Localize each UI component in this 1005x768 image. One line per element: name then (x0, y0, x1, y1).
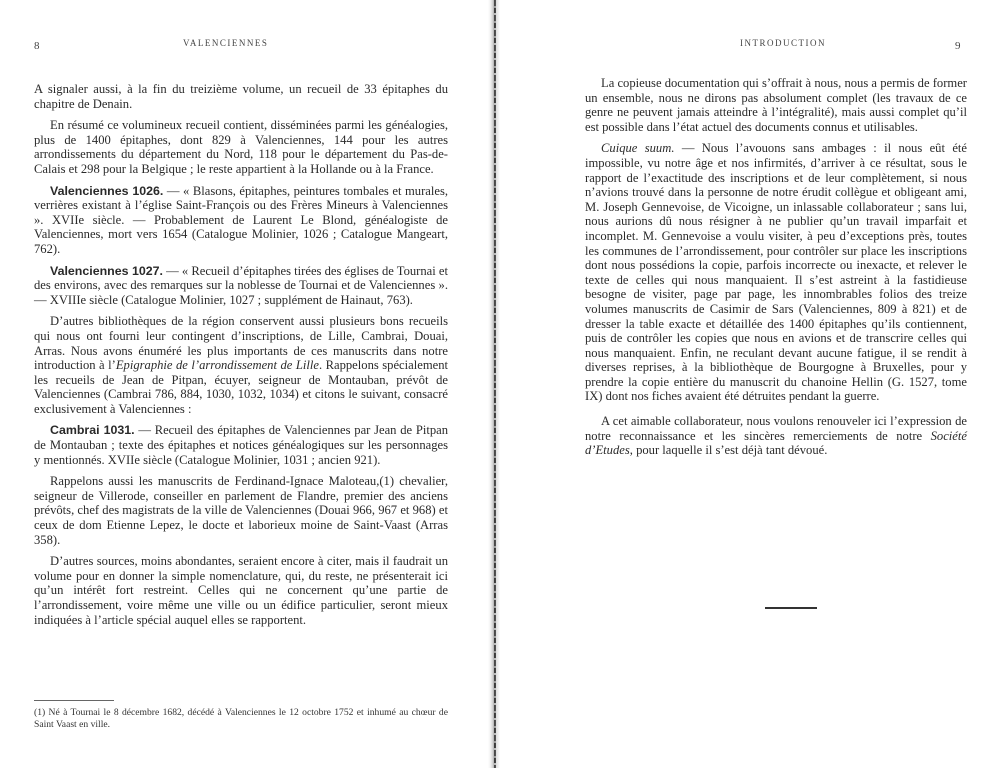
manuscript-entry: Cambrai 1031. — Recueil des épitaphes de Valenciennes par Jean de Pitpan de Montauban ; texte des épitaphes et notices généalogiques sur les personnages y mentionnés. XVIIe siècle (Catalogue Molinier, 1031 ; ancien 921). (34, 423, 449, 467)
manuscript-entry: Valenciennes 1027. — « Recueil d’épitaphes tirées des églises de Tournai et des environs, avec des remarques sur la noblesse de Tournai et de Valenciennes ». — XVIIIe siècle (Catalogue Molinier, 1027 ; supplément de Hainaut, 763). (34, 263, 448, 307)
latin-phrase: Cuique suum. (601, 141, 675, 156)
paragraph: La copieuse documentation qui s’offrait à nous, nous a permis de former un ensemble, nous ne dirons pas absolument complet (les travaux de ce genre ne peuvent jamais atteindre à l’intégralité), mais aussi complet qu’il est possible dans l’état actuel des documents connus et utilisables. (585, 76, 967, 134)
left-running-head: VALENCIENNES (183, 38, 269, 48)
entry-heading: Cambrai 1031. (50, 423, 135, 438)
paragraph: D’autres sources, moins abondantes, seraient encore à citer, mais il faudrait un volume pour en donner la simple nomenclature, qui, du reste, ne présenterait ici qu’un intérêt fort restreint. Celles qui ne concernent qu’une partie de l’arrondissement, voire même une ville ou un édifice particulier, seront mieux indiquées à l’article spécial auquel elles se rapportent. (34, 554, 448, 627)
left-page-number: 8 (34, 40, 40, 52)
paragraph: En résumé ce volumineux recueil contient, disséminées parmi les généalogies, plus de 1400 épitaphes, dont 829 à Valenciennes, 144 pour les autres arrondissements du département du Nord, 118 pour le département du Pas-de-Calais et 298 pour la Belgique ; le reste appartient à la Hollande ou à la France. (34, 118, 448, 176)
right-running-head: INTRODUCTION (740, 38, 826, 48)
left-page (0, 0, 492, 768)
paragraph: A cet aimable collaborateur, nous voulons renouveler ici l’expression de notre reconnaissance et les sincères remerciements de notre Société d’Etudes, pour laquelle il s’est déjà tant dévoué. (585, 414, 967, 458)
right-page-body (585, 76, 967, 465)
right-page (500, 0, 1005, 768)
entry-heading: Valenciennes 1026. (50, 183, 164, 198)
paragraph: A signaler aussi, à la fin du treizième volume, un recueil de 33 épitaphes du chapitre de Denain. (34, 82, 448, 111)
right-page-number: 9 (955, 40, 961, 52)
society-name: Société d’Etudes (585, 428, 967, 458)
paragraph: Rappelons aussi les manuscrits de Ferdinand-Ignace Maloteau,(1) chevalier, seigneur de Villerode, conseiller en parlement de Flandre, premier des anciens prévôts, chef des magistrats de la ville de Valenciennes (Douai 966, 967 et 968) et ceux de dom Etienne Lepez, le docte et laborieux moine de Saint-Vaast (Arras 358). (34, 474, 448, 547)
binding-stitching (494, 0, 496, 768)
left-page-body (34, 82, 448, 634)
paragraph: Cuique suum. — Nous l’avouons sans ambages : il nous eût été impossible, vu notre âge et nos infirmités, d’arriver à ce résultat, sous le rapport de l’exactitude des inscriptions et de leur complètement, si nous n’avions trouvé dans la personne de notre érudit collègue et obligeant ami, M. Joseph Gennevoise, de Vicoigne, un inlassable collaborateur ; sans lui, nous aurions dû nous résigner à ne publier qu’un travail imparfait et incomplet. M. Gennevoise a voulu visiter, à peu d’exceptions près, toutes les communes de l’arrondissement, pour contrôler sur place les inscriptions dont nous possédions la copie, parfois incorrecte ou inexacte, et relever le texte de celles qui nous manquaient. Il s’est astreint à la fastidieuse besogne de visiter, page par page, les innombrables folios des treize volumes manuscrits de Casimir de Sars (Valenciennes, 809 à 821) et de dresser la table exacte et détaillée des 1400 épitaphes qu’ils contiennent, puis de contrôler les copies que nous en avions et de transcrire celles qui nous manquaient. Enfin, ne reculant devant aucune fatigue, il se rendit à diverses reprises, à la bibliothèque de Bourgogne à Bruxelles, pour y prendre la copie entière du manuscrit du chanoine Hellin (G. 1527, tome IX) dont nos fiches avaient été détruites pendant la guerre. (585, 141, 968, 404)
cited-title: Epigraphie de l’arrondissement de Lille (115, 358, 319, 373)
entry-heading: Valenciennes 1027. (50, 263, 163, 278)
paragraph: D’autres bibliothèques de la région conservent aussi plusieurs bons recueils qui nous ont fourni leur contingent d’inscriptions, de Lille, Cambrai, Douai, Arras. Nous avons énuméré les plus importants de ces manuscrits dans notre introduction à l’Epigraphie de l’arrondissement de Lille. Rappelons spécialement les recueils de Jean de Pitpan, écuyer, seigneur de Montauban, prévôt de Valenciennes (Cambrai 786, 884, 1030, 1032, 1034) et citons le suivant, consacré exclusivement à Valenciennes : (34, 314, 448, 416)
footnote: (1) Né à Tournai le 8 décembre 1682, décédé à Valenciennes le 12 octobre 1752 et inhumé au chœur de Saint Vaast en ville. (34, 707, 448, 730)
end-ornament-rule (765, 607, 817, 609)
footnote-rule (34, 700, 114, 701)
manuscript-entry: Valenciennes 1026. — « Blasons, épitaphes, peintures tombales et murales, verrières existant à l’église Saint-François ou des Frères Mineurs à Valenciennes ». XVIIe siècle. — Probablement de Laurent Le Blond, généalogiste de Valenciennes, mort vers 1654 (Catalogue Molinier, 1026 ; Catalogue Mangeart, 762). (34, 183, 448, 256)
